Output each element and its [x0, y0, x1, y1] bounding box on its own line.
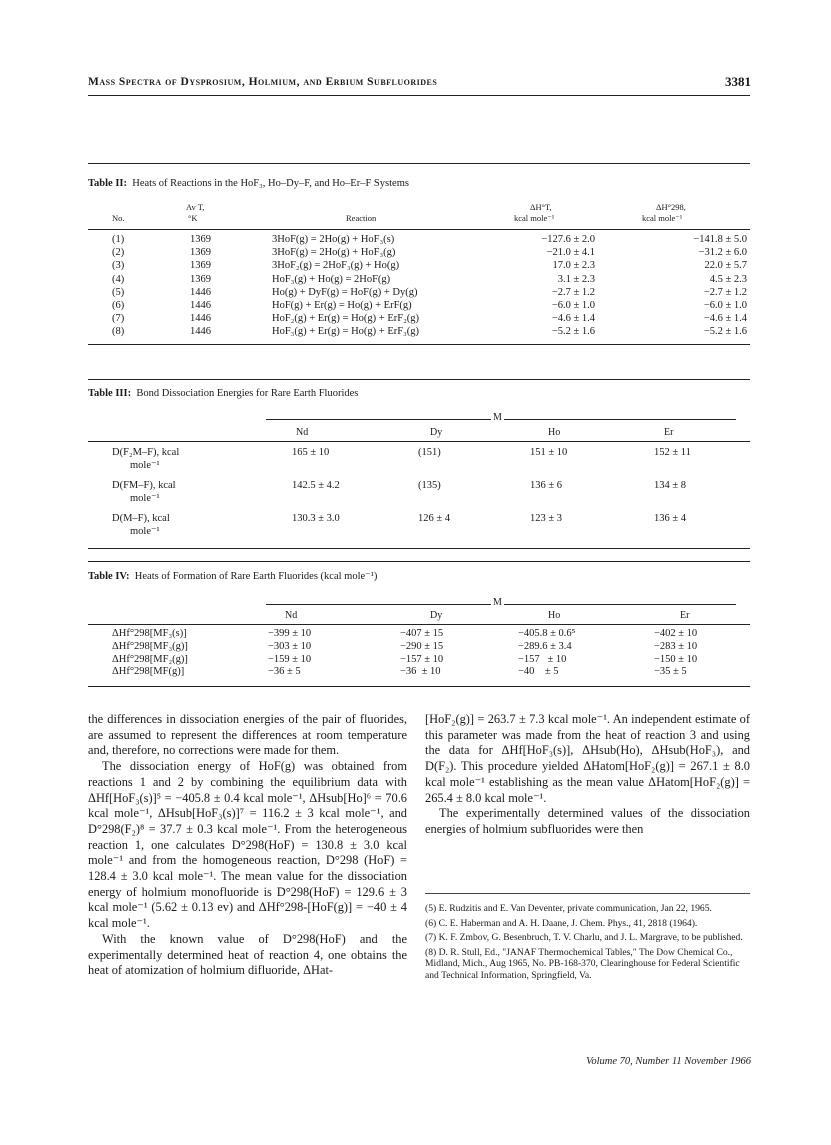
- table3-cell: 136 ± 4: [654, 513, 687, 524]
- table2-row-dHT: −2.7 ± 1.2: [551, 286, 595, 298]
- table2-row-dH298: −2.7 ± 1.2: [703, 286, 747, 298]
- table3-cell: (135): [418, 480, 441, 491]
- table2-row-reaction: HoF₃(g) + Er(g) = Ho(g) + ErF₃(g): [272, 326, 419, 338]
- table3-col-header: Dy: [430, 427, 443, 438]
- table4-caption: Heats of Formation of Rare Earth Fluorides (kcal mole⁻¹): [134, 571, 378, 582]
- table4-row-label: ΔHf°298[MF₂(g)]: [112, 653, 188, 665]
- table3-caption: Bond Dissociation Energies for Rare Earth Fluorides: [136, 388, 359, 399]
- running-title: Mass Spectra of Dysprosium, Holmium, and Erbium Subfluorides: [88, 76, 438, 88]
- references: [425, 903, 750, 985]
- header-rule: [88, 95, 750, 96]
- reference-item: (8) D. R. Stull, Ed., "JANAF Thermochemical Tables," The Dow Chemical Co., Midland, Mich., Aug 1965, No. PB-168-370, Clearinghouse for Federal Scientific and Technical Information, Springfield, Va.: [425, 946, 740, 981]
- table4-col-header: Ho: [548, 610, 561, 621]
- footnote-rule: [425, 893, 750, 894]
- body-left-column: [88, 712, 407, 979]
- reference-item: (7) K. F. Zmbov, G. Besenbruch, T. V. Charlu, and J. L. Margrave, to be published.: [425, 932, 743, 944]
- table2-row-dHT: −127.6 ± 2.0: [541, 234, 595, 245]
- table2-title: [88, 178, 409, 189]
- table3-cell: 152 ± 11: [654, 447, 691, 458]
- table3-row-label: D(FM–F), kcal: [112, 480, 176, 491]
- table3-col-header: Er: [664, 427, 674, 438]
- table3-row-label-unit: mole⁻¹: [130, 526, 160, 537]
- table2-col-reaction: Reaction: [346, 213, 377, 223]
- table4-top-rule: [88, 561, 750, 562]
- table4-cell: −283 ± 10: [654, 640, 698, 652]
- table2-row-reaction: 3HoF₂(g) = 2HoF₃(g) + Ho(g): [272, 260, 400, 272]
- table4-title: [88, 570, 377, 582]
- body-paragraph: The dissociation energy of HoF(g) was obtained from reactions 1 and 2 by combining the equilibrium data with ΔHf[HoF₃(s)]⁵ = −405.8 ± 0.4 kcal mole⁻¹, ΔHsub[Ho]⁶ = 70.6 kcal mole⁻¹, ΔHsub[HoF₃(s)]⁷ = 116.2 ± 3 kcal mole⁻¹, and D°298(F₂)⁸ = 37.7 ± 0.3 kcal mole⁻¹. From the heterogeneous reaction 1, one calculates D°298(HoF) = 130.8 ± 3.0 kcal mole⁻¹ and from the homogeneous reaction, D°298 (HoF) = 128.4 ± 3.0 kcal mole⁻¹. The mean value for the dissociation energy of holmium monofluoride is D°298(HoF) = 129.6 ± 3 kcal mole⁻¹ (5.62 ± 0.13 ev) and ΔHf°298-[HoF(g)] = −40 ± 4 kcal mole⁻¹.: [88, 759, 407, 931]
- table2-col-dH298-1: ΔH°298,: [656, 202, 686, 212]
- table3-row-label-unit: mole⁻¹: [130, 493, 160, 504]
- table4-cell: −35 ± 5: [654, 666, 687, 678]
- table3-title: [88, 388, 358, 399]
- table2-row-no: (3): [112, 260, 125, 272]
- table2-row-temp: 1446: [190, 326, 211, 338]
- table3-row-label: D(F₂M–F), kcal: [112, 447, 180, 458]
- body-paragraph: [HoF₂(g)] = 263.7 ± 7.3 kcal mole⁻¹. An independent estimate of this parameter was made from the heat of reaction 3 and using the data for ΔHf[HoF₃(s)], ΔHsub(Ho), ΔHsub(HoF₃), and D(F₂). This procedure yielded ΔHatom[HoF₂(g)] = 267.1 ± 8.0 kcal mole⁻¹ establishing as the mean value ΔHatom[HoF₂(g)] = 265.4 ± 8.0 kcal mole⁻¹.: [425, 712, 750, 805]
- table2-col-dH298-2: kcal mole⁻¹: [642, 213, 683, 223]
- table4-cell: −289.6 ± 3.4: [518, 640, 572, 652]
- table2-row-temp: 1446: [190, 286, 211, 298]
- table2-row-dH298: 4.5 ± 2.3: [709, 273, 747, 285]
- table2-row-dH298: −5.2 ± 1.6: [703, 326, 747, 338]
- table4-row-label: ΔHf°298[MF(g)]: [112, 666, 185, 678]
- table4-row-label: ΔHf°298[MF₃(s)]: [112, 628, 187, 639]
- table2-row-no: (6): [112, 300, 125, 311]
- reference-item: (5) E. Rudzitis and E. Van Deventer, private communication, Jan 22, 1965.: [425, 903, 712, 914]
- table2-row-temp: 1369: [190, 273, 211, 285]
- table2-label: Table II:: [88, 178, 128, 189]
- body-paragraph: With the known value of D°298(HoF) and the experimentally determined heat of reaction 4, one obtains the heat of atomization of holmium difluoride, ΔHat-: [88, 931, 407, 978]
- table2-row-reaction: HoF₃(g) + Ho(g) = 2HoF(g): [272, 273, 391, 285]
- table2-row-no: (5): [112, 286, 125, 298]
- table3-cell: 142.5 ± 4.2: [292, 480, 340, 491]
- table2-row-reaction: 3HoF(g) = 2Ho(g) + HoF₃(g): [272, 247, 396, 259]
- table4-bottom-rule: [88, 686, 750, 687]
- table3-cell: 126 ± 4: [418, 513, 451, 524]
- table2-row-dH298: −6.0 ± 1.0: [703, 300, 747, 311]
- table3-cell: 130.3 ± 3.0: [292, 513, 340, 524]
- body-paragraph: The experimentally determined values of the dissociation energies of holmium subfluorides were then: [425, 806, 750, 836]
- table3-cell: 123 ± 3: [530, 513, 563, 524]
- table2-caption: Heats of Reactions in the HoF₃, Ho–Dy–F, and Ho–Er–F Systems: [132, 178, 409, 189]
- table2-bottom-rule: [88, 344, 750, 345]
- table3-m-label: M: [493, 412, 502, 423]
- table2-row-dH298: 22.0 ± 5.7: [704, 260, 747, 272]
- table4-col-header: Er: [680, 610, 690, 621]
- table4-cell: −40 ± 5: [518, 666, 559, 678]
- table2-row-temp: 1369: [190, 260, 211, 272]
- table2-row-dHT: 3.1 ± 2.3: [557, 273, 595, 285]
- table2-row-temp: 1446: [190, 313, 211, 325]
- table2-row-reaction: 3HoF(g) = 2Ho(g) + HoF₃(s): [272, 234, 395, 245]
- table3-cell: 134 ± 8: [654, 480, 687, 491]
- table2-row-dHT: −6.0 ± 1.0: [551, 300, 595, 311]
- table3-header-rule: [88, 441, 750, 442]
- table2-col-dHT-1: ΔH°T,: [530, 202, 552, 212]
- table2-top-rule: [88, 163, 750, 164]
- table3-label: Table III:: [88, 388, 132, 399]
- table2-row-no: (2): [112, 247, 125, 259]
- body-right-column: [425, 712, 750, 838]
- table2-header-rule: [88, 229, 750, 230]
- table2-row-dH298: −31.2 ± 6.0: [698, 247, 747, 259]
- table4-col-header: Nd: [285, 610, 298, 621]
- table4-cell: −157 ± 10: [518, 653, 567, 665]
- table2-row-no: (8): [112, 326, 125, 338]
- table4-m-label: M: [493, 597, 502, 608]
- table2-row-reaction: Ho(g) + DyF(g) = HoF(g) + Dy(g): [272, 286, 418, 298]
- table2-row-dHT: 17.0 ± 2.3: [552, 260, 595, 272]
- table3-top-rule: [88, 379, 750, 380]
- table2-row-temp: 1446: [190, 300, 211, 311]
- table4-col-header: Dy: [430, 610, 443, 621]
- table2-row-temp: 1369: [190, 247, 211, 259]
- table2-col-avT-2: °K: [188, 213, 198, 223]
- table3-cell: (151): [418, 447, 441, 458]
- table2-col-avT-1: Av T,: [186, 202, 205, 212]
- table4-cell: −405.8 ± 0.6⁵: [518, 628, 576, 639]
- table4-cell: −399 ± 10: [268, 628, 312, 639]
- table4-cell: −402 ± 10: [654, 628, 698, 639]
- body-paragraph: the differences in dissociation energies of the pair of fluorides, are assumed to represent the differences at room temperature and, therefore, no corrections were made for them.: [88, 712, 407, 758]
- table2-row-dH298: −141.8 ± 5.0: [693, 234, 747, 245]
- table4-cell: −290 ± 15: [400, 640, 444, 652]
- table2-row-dHT: −5.2 ± 1.6: [551, 326, 595, 338]
- table3-cell: 151 ± 10: [530, 447, 568, 458]
- table3-col-header: Ho: [548, 427, 561, 438]
- table2-col-no: No.: [112, 213, 125, 223]
- table3-col-header: Nd: [296, 427, 309, 438]
- table4-cell: −303 ± 10: [268, 640, 312, 652]
- table2-col-dHT-2: kcal mole⁻¹: [514, 213, 555, 223]
- table2-row-temp: 1369: [190, 234, 211, 245]
- table4-cell: −159 ± 10: [268, 653, 312, 665]
- journal-footer: Volume 70, Number 11 November 1966: [586, 1056, 751, 1067]
- table3-bottom-rule: [88, 548, 750, 549]
- table4-row-label: ΔHf°298[MF₃(g)]: [112, 640, 188, 652]
- table2-row-no: (4): [112, 273, 125, 285]
- table4-label: Table IV:: [88, 571, 130, 582]
- table2-row-dHT: −4.6 ± 1.4: [551, 313, 595, 325]
- table3-cell: 136 ± 6: [530, 480, 563, 491]
- table2-row-no: (1): [112, 234, 125, 245]
- table2-row-reaction: HoF(g) + Er(g) = Ho(g) + ErF(g): [272, 300, 412, 311]
- table4-cell: −407 ± 15: [400, 628, 444, 639]
- table3-row-label-unit: mole⁻¹: [130, 460, 160, 471]
- page-number: 3381: [725, 74, 751, 89]
- table2-row-reaction: HoF₂(g) + Er(g) = Ho(g) + ErF₂(g): [272, 313, 419, 325]
- table3-cell: 165 ± 10: [292, 447, 330, 458]
- table4-cell: −157 ± 10: [400, 653, 444, 665]
- table4-cell: −36 ± 10: [400, 666, 441, 678]
- table2-row-dHT: −21.0 ± 4.1: [546, 247, 595, 259]
- table2-row-no: (7): [112, 313, 125, 325]
- table3-row-label: D(M–F), kcal: [112, 513, 170, 524]
- table4-cell: −150 ± 10: [654, 653, 698, 665]
- table2-row-dH298: −4.6 ± 1.4: [703, 313, 747, 325]
- reference-item: (6) C. E. Haberman and A. H. Daane, J. Chem. Phys., 41, 2818 (1964).: [425, 917, 698, 929]
- table4-header-rule: [88, 624, 750, 625]
- table4-cell: −36 ± 5: [268, 666, 301, 678]
